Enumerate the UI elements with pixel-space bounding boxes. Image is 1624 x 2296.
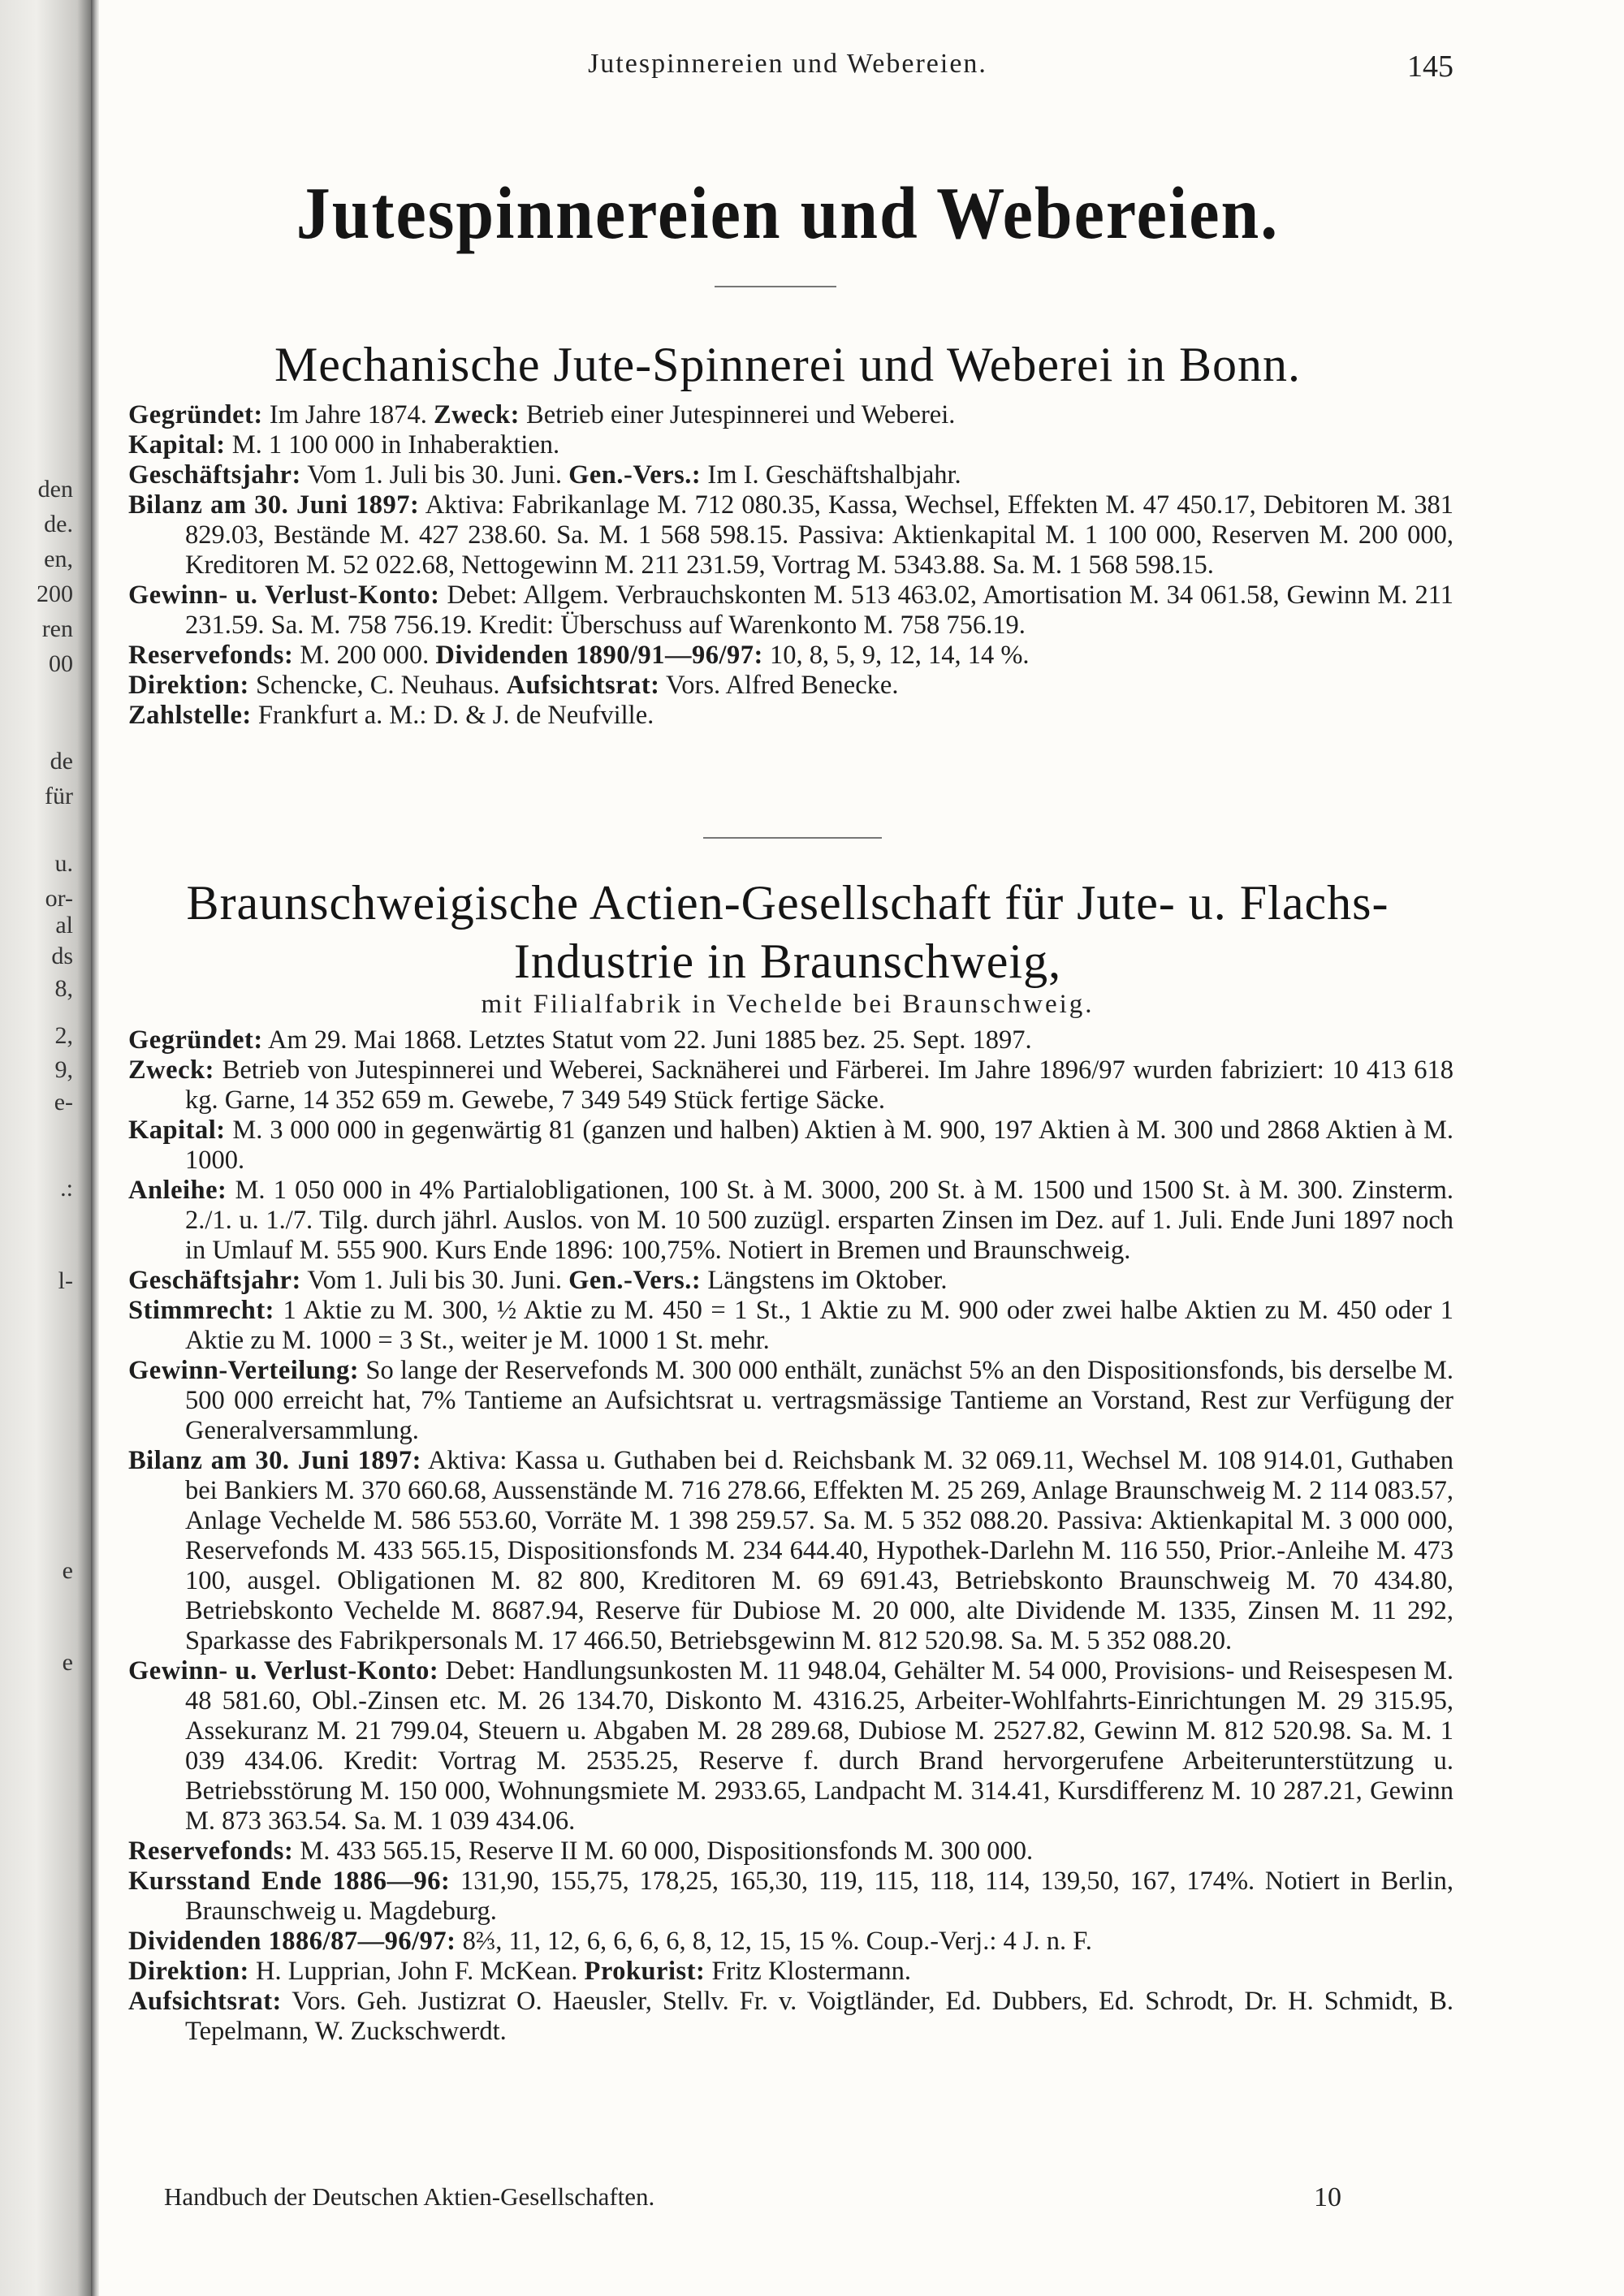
entry-text: Vors. Alfred Benecke.: [666, 671, 899, 700]
company-2-title-line-1: Braunschweigische Actien-Gesellschaft für Jute- u. Flachs-: [186, 876, 1389, 930]
entry-paragraph: [128, 701, 1453, 731]
entry-label: Geschäftsjahr:: [128, 460, 301, 490]
divider: [703, 837, 882, 839]
entry-label: Gegründet:: [128, 400, 263, 429]
entry-paragraph: [128, 430, 1453, 460]
entry-label: Dividenden 1886/87—96/97:: [128, 1927, 456, 1956]
entry-text: Vors. Geh. Justizrat O. Haeusler, Stellv. Fr. v. Voigtländer, Ed. Dubbers, Ed. Schrodt, Dr. H. Schmidt, B. Tepelmann, W. Zuckschwerdt.: [185, 1987, 1453, 2046]
entry-paragraph: [128, 1927, 1453, 1957]
margin-fragment: 2,: [54, 1022, 73, 1049]
margin-fragment: al: [55, 912, 73, 939]
entry-label: Reservefonds:: [128, 641, 294, 670]
entry-text: M. 1 100 000 in Inhaberaktien.: [231, 430, 560, 460]
entry-text: Vom 1. Juli bis 30. Juni.: [307, 1266, 562, 1295]
margin-fragment: de: [50, 748, 73, 775]
entry-label: Geschäftsjahr:: [128, 1266, 301, 1295]
margin-fragment: l-: [58, 1267, 73, 1294]
entry-label: Direktion:: [128, 671, 249, 700]
entry-paragraph: [128, 490, 1453, 580]
margin-fragment: 00: [49, 650, 73, 677]
margin-fragment: ren: [41, 615, 73, 642]
entry-label: Reservefonds:: [128, 1836, 294, 1866]
entry-text: Frankfurt a. M.: D. & J. de Neufville.: [257, 701, 654, 730]
entry-label: Kapital:: [128, 430, 226, 460]
entry-text: Debet: Handlungsunkosten M. 11 948.04, Gehälter M. 54 000, Provisions- und Reisespesen M. 48 581.60, Obl.-Zinsen etc. M. 26 134.70, Diskonto M. 4316.25, Arbeiter-Wohlfahrts-Einrichtungen M. 29 315.95, Assekuranz M. 21 799.04, Steuern u. Abgaben M. 28 289.68, Dubiose M. 2527.82, Gewinn M. 812 520.98. Sa. M. 1 039 434.06. Kredit: Vortrag M. 2535.25, Reserve f. durch Brand hervorgerufene Arbeiterunterstützung u. Betriebsstörung M. 150 000, Wohnungsmiete M. 2933.65, Landpacht M. 314.41, Kursdifferenz M. 10 287.21, Gewinn M. 873 363.54. Sa. M. 1 039 434.06.: [185, 1656, 1453, 1836]
entry-text: Am 29. Mai 1868. Letztes Statut vom 22. Juni 1885 bez. 25. Sept. 1897.: [268, 1025, 1032, 1055]
entry-paragraph: [128, 1116, 1453, 1176]
entry-label: Aufsichtsrat:: [128, 1987, 282, 2016]
page-footer: [164, 2182, 1431, 2215]
entry-text: Längstens im Oktober.: [707, 1266, 948, 1295]
entry-paragraph: [128, 1176, 1453, 1266]
entry-paragraph: [128, 671, 1453, 701]
entry-text: Debet: Allgem. Verbrauchskonten M. 513 463.02, Amortisation M. 34 061.58, Gewinn M. 211 231.59. Sa. M. 758 756.19. Kredit: Überschuss auf Warenkonto M. 758 756.19.: [185, 580, 1454, 640]
entry-label: Kursstand Ende 1886—96:: [128, 1867, 451, 1896]
entry-paragraph: [128, 1266, 1453, 1296]
margin-fragment: 9,: [54, 1056, 73, 1083]
entry-label: Gen.-Vers.:: [568, 460, 702, 490]
entry-text: 8⅔, 11, 12, 6, 6, 6, 6, 8, 12, 15, 15 %. Coup.-Verj.: 4 J. n. F.: [462, 1927, 1092, 1956]
entry-label: Anleihe:: [128, 1176, 227, 1205]
footer-sheet-number: 10: [1314, 2182, 1341, 2212]
margin-fragment: e: [62, 1557, 73, 1584]
entry-text: H. Lupprian, John F. McKean.: [255, 1957, 578, 1986]
entry-paragraph: [128, 1446, 1453, 1656]
facing-page-margin: [0, 0, 91, 2296]
entry-text: Schencke, C. Neuhaus.: [255, 671, 500, 700]
margin-fragment: .:: [60, 1175, 73, 1202]
entry-paragraph: [128, 1356, 1453, 1446]
entry-text: So lange der Reservefonds M. 300 000 enthält, zunächst 5% an den Dispositionsfonds, bis derselbe M. 500 000 erreicht hat, 7% Tantieme an Aufsichtsrat u. vertragsmässige Tantieme an Vorstand, Rest zur Verfügung der Generalversammlung.: [185, 1356, 1454, 1445]
entry-paragraph: [128, 1055, 1453, 1116]
running-title: Jutespinnereien und Webereien.: [588, 49, 987, 79]
margin-fragment: u.: [54, 850, 73, 877]
entry-text: Vom 1. Juli bis 30. Juni.: [307, 460, 562, 490]
margin-fragment: e-: [54, 1089, 73, 1116]
company-2-title-line-2: Industrie in Braunschweig,: [513, 934, 1062, 988]
entry-paragraph: [128, 400, 1453, 430]
entry-text: Im I. Geschäftshalbjahr.: [707, 460, 961, 490]
margin-fragment: 200: [37, 580, 73, 607]
entry-text: M. 3 000 000 in gegenwärtig 81 (ganzen und halben) Aktien à M. 900, 197 Aktien à M. 300 und 2868 Aktien à M. 1000.: [185, 1116, 1454, 1175]
entry-paragraph: [128, 641, 1453, 671]
margin-fragment: de.: [44, 511, 73, 537]
margin-fragment: or-: [45, 885, 73, 912]
entry-text: Fritz Klostermann.: [711, 1957, 911, 1986]
document-page: [122, 0, 1583, 2296]
entry-text: Betrieb von Jutespinnerei und Weberei, Sacknäherei und Färberei. Im Jahre 1896/97 wurden fabriziert: 10 413 618 kg. Garne, 14 352 659 m. Gewebe, 7 349 549 Stück fertige Säcke.: [185, 1055, 1453, 1115]
entry-label: Aufsichtsrat:: [506, 671, 660, 700]
entry-label: Bilanz am 30. Juni 1897:: [128, 1446, 421, 1475]
entry-paragraph: [128, 580, 1453, 641]
company-1-title: Mechanische Jute-Spinnerei und Weberei in Bonn.: [274, 338, 1302, 391]
entry-text: 131,90, 155,75, 178,25, 165,30, 119, 115, 118, 114, 139,50, 167, 174%. Notiert in Berlin, Braunschweig u. Magdeburg.: [185, 1867, 1454, 1926]
margin-fragment: den: [37, 476, 73, 503]
entry-label: Gewinn-Verteilung:: [128, 1356, 360, 1385]
entry-label: Zweck:: [128, 1055, 214, 1085]
entry-paragraph: [128, 1025, 1453, 1055]
entry-paragraph: [128, 1867, 1453, 1927]
entry-text: M. 433 565.15, Reserve II M. 60 000, Dispositionsfonds M. 300 000.: [300, 1836, 1034, 1866]
entry-label: Bilanz am 30. Juni 1897:: [128, 490, 420, 520]
entry-label: Zweck:: [434, 400, 520, 429]
entry-paragraph: [128, 1957, 1453, 1987]
entry-label: Gewinn- u. Verlust-Konto:: [128, 1656, 439, 1685]
entry-text: M. 1 050 000 in 4% Partialobligationen, 100 St. à M. 3000, 200 St. à M. 1500 und 1500 St. à M. 300. Zinsterm. 2./1. u. 1./7. Tilg. durch jährl. Auslos. von M. 10 500 zuzügl. ersparten Zinsen im Dez. auf 1. Juli. Ende Juni 1897 noch in Umlauf M. 555 900. Kurs Ende 1896: 100,75%. Notiert in Bremen und Braunschweig.: [185, 1176, 1453, 1265]
entry-text: Betrieb einer Jutespinnerei und Weberei.: [526, 400, 956, 429]
company-2-entry: [128, 1025, 1453, 2047]
entry-paragraph: [128, 460, 1453, 490]
divider: [715, 286, 836, 287]
entry-paragraph: [128, 1296, 1453, 1356]
entry-text: 10, 8, 5, 9, 12, 14, 14 %.: [769, 641, 1030, 670]
page-number: 145: [1407, 50, 1453, 84]
running-header: [122, 49, 1453, 91]
entry-paragraph: [128, 1987, 1453, 2047]
entry-text: M. 200 000.: [300, 641, 430, 670]
entry-label: Gewinn- u. Verlust-Konto:: [128, 580, 440, 610]
entry-label: Direktion:: [128, 1957, 249, 1986]
entry-text: Aktiva: Kassa u. Guthaben bei d. Reichsbank M. 32 069.11, Wechsel M. 108 914.01, Guthaben bei Bankiers M. 370 660.68, Aussenstände M. 716 278.66, Effekten M. 25 269, Anlage Braunschweig M. 2 114 083.57, Anlage Vechelde M. 586 553.60, Vorräte M. 1 398 259.57. Sa. M. 5 352 088.20. Passiva: Aktienkapital M. 3 000 000, Reservefonds M. 433 565.15, Dispositionsfonds M. 234 644.40, Hypothek-Darlehn M. 116 550, Prior.-Anleihe M. 473 100, ausgel. Obligationen M. 82 800, Kreditoren M. 69 691.43, Betriebskonto Braunschweig M. 70 434.80, Betriebskonto Vechelde M. 8687.94, Reserve für Dubiose M. 20 000, alte Dividende M. 1335, Zinsen M. 11 292, Sparkasse des Fabrikpersonals M. 17 466.50, Betriebsgewinn M. 812 520.98. Sa. M. 5 352 088.20.: [185, 1446, 1453, 1655]
section-title: Jutespinnereien und Webereien.: [296, 173, 1280, 255]
margin-fragment: 8,: [54, 975, 73, 1002]
entry-label: Dividenden 1890/91—96/97:: [435, 641, 763, 670]
footer-source: Handbuch der Deutschen Aktien-Gesellschaften.: [164, 2182, 655, 2211]
entry-label: Prokurist:: [584, 1957, 706, 1986]
company-2-subtitle: mit Filialfabrik in Vechelde bei Braunschweig.: [481, 990, 1095, 1019]
margin-fragment: en,: [44, 546, 73, 572]
book-spine-shadow: [91, 0, 99, 2296]
entry-label: Zahlstelle:: [128, 701, 252, 730]
entry-label: Gegründet:: [128, 1025, 263, 1055]
entry-text: 1 Aktie zu M. 300, ½ Aktie zu M. 450 = 1 St., 1 Aktie zu M. 900 oder zwei halbe Aktien zu M. 450 oder 1 Aktie zu M. 1000 = 3 St., weiter je M. 1000 1 St. mehr.: [185, 1296, 1453, 1355]
entry-label: Gen.-Vers.:: [568, 1266, 702, 1295]
margin-fragment: ds: [51, 943, 73, 969]
entry-text: Im Jahre 1874.: [269, 400, 427, 429]
entry-text: Aktiva: Fabrikanlage M. 712 080.35, Kassa, Wechsel, Effekten M. 47 450.17, Debitoren M. 381 829.03, Bestände M. 427 238.60. Sa. M. 1 568 598.15. Passiva: Aktienkapital M. 1 100 000, Reserven M. 200 000, Kreditoren M. 52 022.68, Nettogewinn M. 211 231.59, Vortrag M. 5343.88. Sa. M. 1 568 598.15.: [185, 490, 1453, 580]
margin-fragment: für: [45, 783, 73, 809]
entry-paragraph: [128, 1656, 1453, 1836]
entry-label: Stimmrecht:: [128, 1296, 274, 1325]
entry-paragraph: [128, 1836, 1453, 1867]
entry-label: Kapital:: [128, 1116, 226, 1145]
margin-fragment: e: [62, 1649, 73, 1676]
company-1-entry: [128, 400, 1453, 731]
